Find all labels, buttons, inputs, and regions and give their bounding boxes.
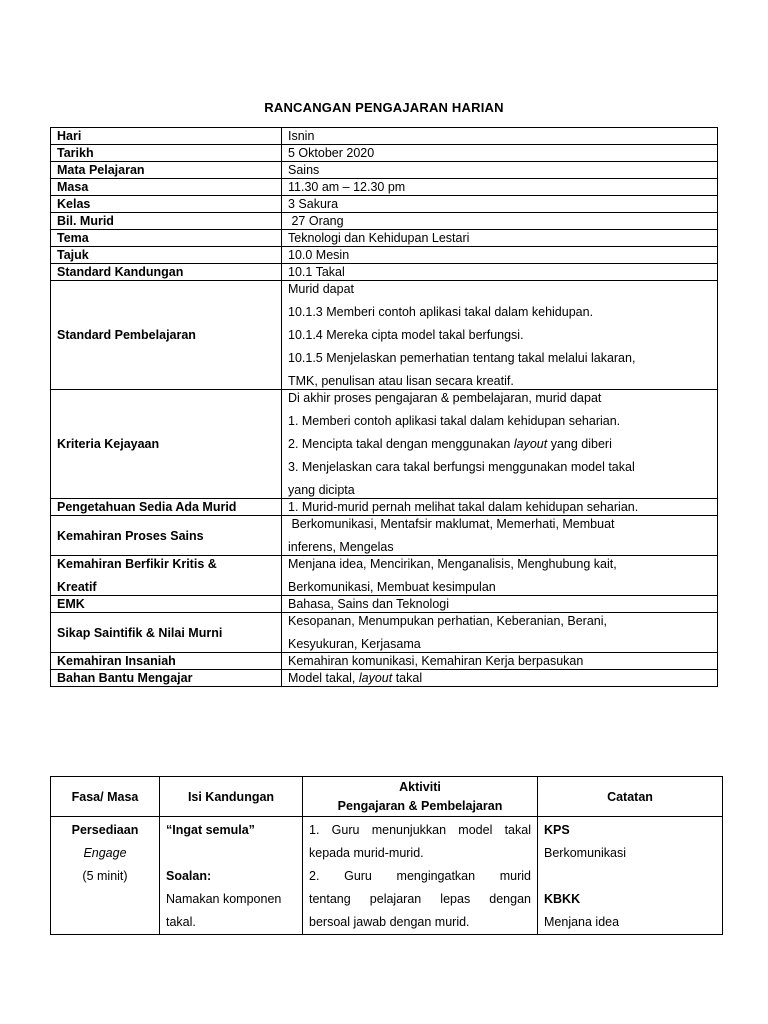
table-row (51, 230, 718, 247)
aktiviti-line: 2. Guru mengingatkan murid (309, 869, 531, 883)
cell-catatan (538, 817, 723, 935)
kk-line: Di akhir proses pengajaran & pembelajaran, murid dapat (288, 391, 602, 405)
header-aktiviti-line: Aktiviti (399, 779, 441, 794)
header-fasa: Fasa/ Masa (51, 777, 160, 817)
table-row (51, 247, 718, 264)
page-title: RANCANGAN PENGAJARAN HARIAN (264, 100, 504, 115)
table-row (51, 264, 718, 281)
label-tajuk: Tajuk (51, 247, 282, 264)
header-catatan: Catatan (538, 777, 723, 817)
value-tajuk: 10.0 Mesin (282, 247, 718, 264)
value-standard-kandungan: 10.1 Takal (282, 264, 718, 281)
table-row (51, 179, 718, 196)
label-sikap: Sikap Saintifik & Nilai Murni (51, 613, 282, 653)
isi-text: takal. (166, 915, 196, 929)
kk-italic: layout (513, 437, 548, 451)
table-header-row (51, 777, 723, 817)
value-pengetahuan: 1. Murid-murid pernah melihat takal dalam kehidupan seharian. (282, 499, 718, 516)
kk-text: yang diberi (547, 437, 612, 451)
isi-text: Namakan komponen (166, 892, 282, 906)
fasa-time: (5 minit) (82, 869, 128, 883)
fasa-name: Persediaan (71, 823, 139, 837)
table-row (51, 390, 718, 499)
table-row (51, 128, 718, 145)
value-kps (282, 516, 718, 556)
bbm-italic: layout (358, 671, 393, 685)
label-kps: Kemahiran Proses Sains (51, 516, 282, 556)
header-isi: Isi Kandungan (160, 777, 303, 817)
bbm-text: takal (392, 671, 423, 685)
aktiviti-line: 1. Guru menunjukkan model takal (309, 823, 531, 837)
label-hari: Hari (51, 128, 282, 145)
sp-line: Murid dapat (288, 282, 355, 296)
table-row (51, 613, 718, 653)
cell-fasa (51, 817, 160, 935)
cell-aktiviti (303, 817, 538, 935)
value-mata-pelajaran: Sains (282, 162, 718, 179)
table-row (51, 196, 718, 213)
lesson-activity-table (50, 776, 723, 935)
cell-isi (160, 817, 303, 935)
label-kelas: Kelas (51, 196, 282, 213)
aktiviti-line: kepada murid-murid. (309, 846, 424, 860)
aktiviti-line: tentang pelajaran lepas dengan (309, 892, 531, 906)
table-row (51, 596, 718, 613)
kbkk-line: Berkomunikasi, Membuat kesimpulan (288, 580, 496, 594)
lesson-info-table (50, 127, 718, 687)
sikap-line: Kesyukuran, Kerjasama (288, 637, 421, 651)
catatan-kbkk: KBKK (544, 892, 581, 906)
catatan-kps-value: Berkomunikasi (544, 846, 626, 860)
value-emk: Bahasa, Sains dan Teknologi (282, 596, 718, 613)
sikap-line: Kesopanan, Menumpukan perhatian, Keberanian, Berani, (288, 614, 607, 628)
kk-text: 2. Mencipta takal dengan menggunakan (288, 437, 514, 451)
value-kriteria-kejayaan (282, 390, 718, 499)
kk-line: yang dicipta (288, 483, 355, 497)
value-tarikh: 5 Oktober 2020 (282, 145, 718, 162)
table-row (51, 213, 718, 230)
isi-title: “Ingat semula” (166, 823, 255, 837)
catatan-kbkk-value: Menjana idea (544, 915, 620, 929)
kk-line: 1. Memberi contoh aplikasi takal dalam kehidupan seharian. (288, 414, 621, 428)
label-emk: EMK (51, 596, 282, 613)
table-row (51, 162, 718, 179)
label-insaniah: Kemahiran Insaniah (51, 653, 282, 670)
kbkk-label-line: Kreatif (57, 580, 97, 594)
label-tema: Tema (51, 230, 282, 247)
label-standard-pembelajaran: Standard Pembelajaran (51, 281, 282, 390)
kps-line: Berkomunikasi, Mentafsir maklumat, Memerhati, Membuat (288, 517, 615, 531)
table-row (51, 281, 718, 390)
value-sikap (282, 613, 718, 653)
sp-line: TMK, penulisan atau lisan secara kreatif. (288, 374, 514, 388)
table-row (51, 653, 718, 670)
sp-line: 10.1.5 Menjelaskan pemerhatian tentang takal melalui lakaran, (288, 351, 636, 365)
label-pengetahuan: Pengetahuan Sedia Ada Murid (51, 499, 282, 516)
aktiviti-line: bersoal jawab dengan murid. (309, 915, 470, 929)
value-tema: Teknologi dan Kehidupan Lestari (282, 230, 718, 247)
label-mata-pelajaran: Mata Pelajaran (51, 162, 282, 179)
value-hari: Isnin (282, 128, 718, 145)
value-masa: 11.30 am – 12.30 pm (282, 179, 718, 196)
table-row (51, 516, 718, 556)
table-row (51, 670, 718, 687)
kk-line: 3. Menjelaskan cara takal berfungsi menggunakan model takal (288, 460, 635, 474)
table-row (51, 817, 723, 935)
label-kriteria-kejayaan: Kriteria Kejayaan (51, 390, 282, 499)
catatan-kps: KPS (544, 823, 570, 837)
label-bbm: Bahan Bantu Mengajar (51, 670, 282, 687)
kps-line: inferens, Mengelas (288, 540, 394, 554)
bbm-text: Model takal, (288, 671, 359, 685)
table-row (51, 556, 718, 596)
kbkk-label-line: Kemahiran Berfikir Kritis & (57, 557, 217, 571)
label-bil-murid: Bil. Murid (51, 213, 282, 230)
label-kbkk (51, 556, 282, 596)
value-bbm (282, 670, 718, 687)
label-tarikh: Tarikh (51, 145, 282, 162)
sp-line: 10.1.4 Mereka cipta model takal berfungsi. (288, 328, 524, 342)
value-kelas: 3 Sakura (282, 196, 718, 213)
table-row (51, 145, 718, 162)
value-bil-murid: 27 Orang (282, 213, 718, 230)
header-aktiviti-line: Pengajaran & Pembelajaran (337, 798, 503, 813)
sp-line: 10.1.3 Memberi contoh aplikasi takal dalam kehidupan. (288, 305, 594, 319)
table-row (51, 499, 718, 516)
kk-line (288, 436, 711, 452)
value-kbkk (282, 556, 718, 596)
fasa-sub: Engage (83, 846, 127, 860)
header-aktiviti (303, 777, 538, 817)
label-masa: Masa (51, 179, 282, 196)
isi-soalan: Soalan: (166, 869, 212, 883)
value-standard-pembelajaran (282, 281, 718, 390)
value-insaniah: Kemahiran komunikasi, Kemahiran Kerja berpasukan (282, 653, 718, 670)
kbkk-line: Menjana idea, Mencirikan, Menganalisis, Menghubung kait, (288, 557, 617, 571)
label-standard-kandungan: Standard Kandungan (51, 264, 282, 281)
